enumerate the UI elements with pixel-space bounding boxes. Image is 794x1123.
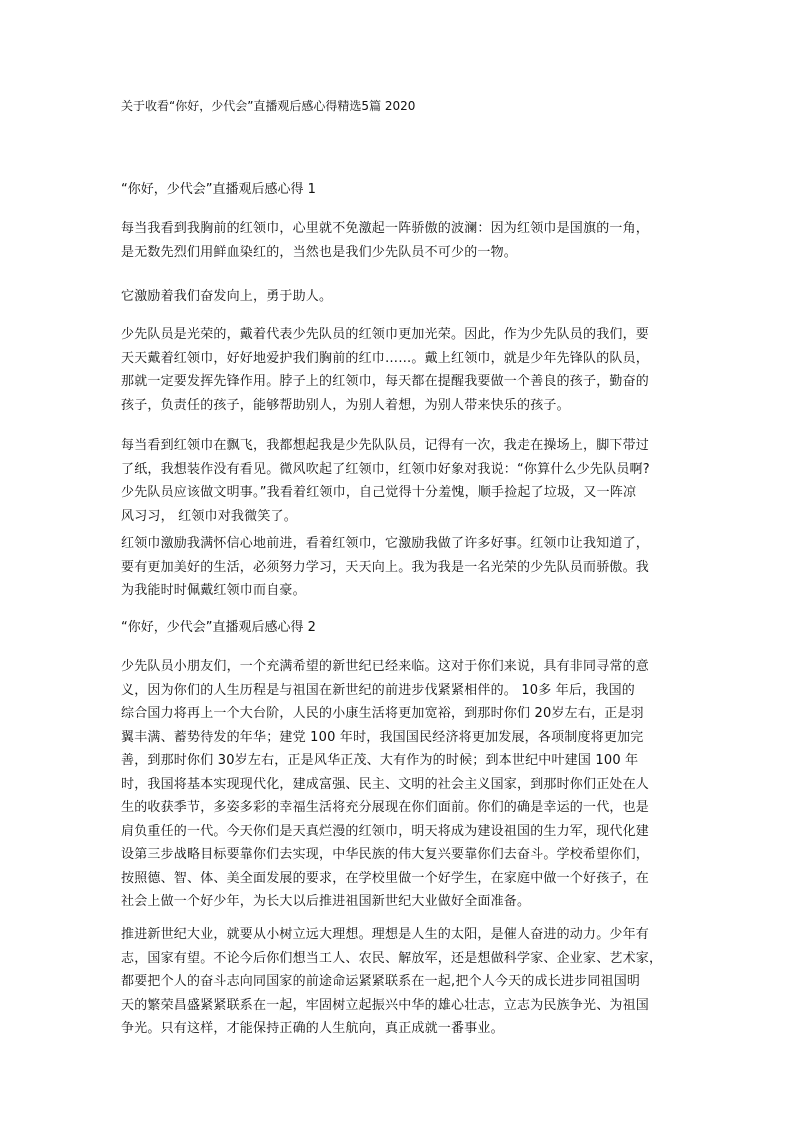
- paragraph-line: 了纸，我想装作没有看见。微风吹起了红领巾，红领巾好象对我说：“你算什么少先队员啊?: [121, 461, 650, 477]
- paragraph-line: 是无数先烈们用鲜血染红的，当然也是我们少先队员不可少的一物。: [121, 244, 518, 260]
- paragraph-line: 为我能时时佩戴红领巾而自豪。: [121, 583, 306, 598]
- paragraph-line: 每当我看到我胸前的红领巾，心里就不免激起一阵骄傲的波澜：因为红领巾是国旗的一角，: [121, 221, 650, 236]
- paragraph-line: 要有更加美好的生活，必须努力学习，天天向上。我为我是一名光荣的少先队员而骄傲。我: [121, 559, 650, 575]
- paragraph-line: 肩负重任的一代。今天你们是天真烂漫的红领巾，明天将成为建设祖国的生力军，现代化建: [121, 823, 650, 839]
- paragraph-line: 志，国家有望。不论今后你们想当工人、农民、解放军，还是想做科学家、企业家、艺术家，: [121, 950, 663, 966]
- paragraph: [121, 532, 677, 603]
- paragraph: [121, 285, 677, 309]
- paragraph-line: 社会上做一个好少年，为长大以后推进祖国新世纪大业做好全面准备。: [121, 894, 531, 909]
- paragraph: [121, 655, 677, 914]
- paragraph-line: 时，我国将基本实现现代化，建成富强、民主、文明的社会主义国家，到那时你们正处在人: [121, 776, 650, 792]
- section-heading: “你好，少代会”直播观后感心得 1: [121, 182, 316, 197]
- paragraph-line: 生的收获季节，多姿多彩的幸福生活将充分展现在你们面前。你们的确是幸运的一代，也是: [121, 800, 650, 815]
- section-heading: “你好，少代会”直播观后感心得 2: [121, 620, 316, 635]
- paragraph-line: 少先队员应该做文明事。”我看着红领巾，自己觉得十分羞愧，顺手捡起了垃圾，又一阵凉: [121, 485, 637, 500]
- paragraph-line: 争光。只有这样，才能保持正确的人生航向，真正成就一番事业。: [121, 1021, 504, 1036]
- paragraph: [121, 323, 677, 417]
- paragraph-line: 那就一定要发挥先锋作用。脖子上的红领巾，每天都在提醒我要做一个善良的孩子，勤奋的: [121, 374, 650, 389]
- paragraph: [121, 923, 677, 1041]
- paragraph-line: 孩子，负责任的孩子，能够帮助别人，为别人着想，为别人带来快乐的孩子。: [121, 397, 570, 413]
- paragraph-line: 按照德、智、体、美全面发展的要求，在学校里做一个好学生，在家庭中做一个好孩子，在: [121, 870, 650, 886]
- paragraph-line: 少先队员是光荣的，戴着代表少先队员的红领巾更加光荣。因此，作为少先队员的我们，要: [121, 327, 650, 342]
- paragraph-line: 推进新世纪大业，就要从小树立远大理想。理想是人生的太阳，是催人奋进的动力。少年有: [121, 927, 650, 942]
- paragraph-line: 少先队员小朋友们，一个充满希望的新世纪已经来临。这对于你们来说，具有非同寻常的意: [121, 659, 650, 674]
- paragraph: [121, 434, 677, 528]
- document-title: 关于收看“你好，少代会”直播观后感心得精选5篇 2020: [121, 99, 416, 113]
- paragraph-line: 设第三步战略目标要靠你们去实现，中华民族的伟大复兴要靠你们去奋斗。学校希望你们，: [121, 847, 650, 862]
- paragraph-line: 翼丰满、蓄势待发的年华；建党 100 年时，我国国民经济将更加发展，各项制度将更加完: [121, 729, 644, 745]
- paragraph-line: 它激励着我们奋发向上，勇于助人。: [121, 289, 333, 304]
- paragraph: [121, 217, 677, 264]
- paragraph-line: 综合国力将再上一个大台阶，人民的小康生活将更加宽裕，到那时你们 20岁左右，正是羽: [121, 706, 644, 721]
- paragraph-line: 每当看到红领巾在飘飞，我都想起我是少先队队员，记得有一次，我走在操场上，脚下带过: [121, 438, 650, 453]
- paragraph-line: 义，因为你们的人生历程是与祖国在新世纪的前进步伐紧紧相伴的。 10多 年后，我国的: [121, 682, 636, 698]
- paragraph-line: 红领巾激励我满怀信心地前进，看着红领巾，它激励我做了许多好事。红领巾让我知道了，: [121, 536, 650, 551]
- paragraph-line: 天的繁荣昌盛紧紧联系在一起，牢固树立起振兴中华的雄心壮志，立志为民族争光、为祖国: [121, 997, 650, 1013]
- paragraph-line: 善，到那时你们 30岁左右，正是风华正茂、大有作为的时候；到本世纪中叶建国 100 年: [121, 753, 639, 768]
- paragraph-line: 风习习， 红领巾对我微笑了。: [121, 508, 297, 524]
- paragraph-line: 都要把个人的奋斗志向同国家的前途命运紧紧联系在一起,把个人今天的成长进步同祖国明: [121, 974, 641, 989]
- paragraph-line: 天天戴着红领巾，好好地爱护我们胸前的红巾……。戴上红领巾，就是少年先锋队的队员，: [121, 350, 650, 366]
